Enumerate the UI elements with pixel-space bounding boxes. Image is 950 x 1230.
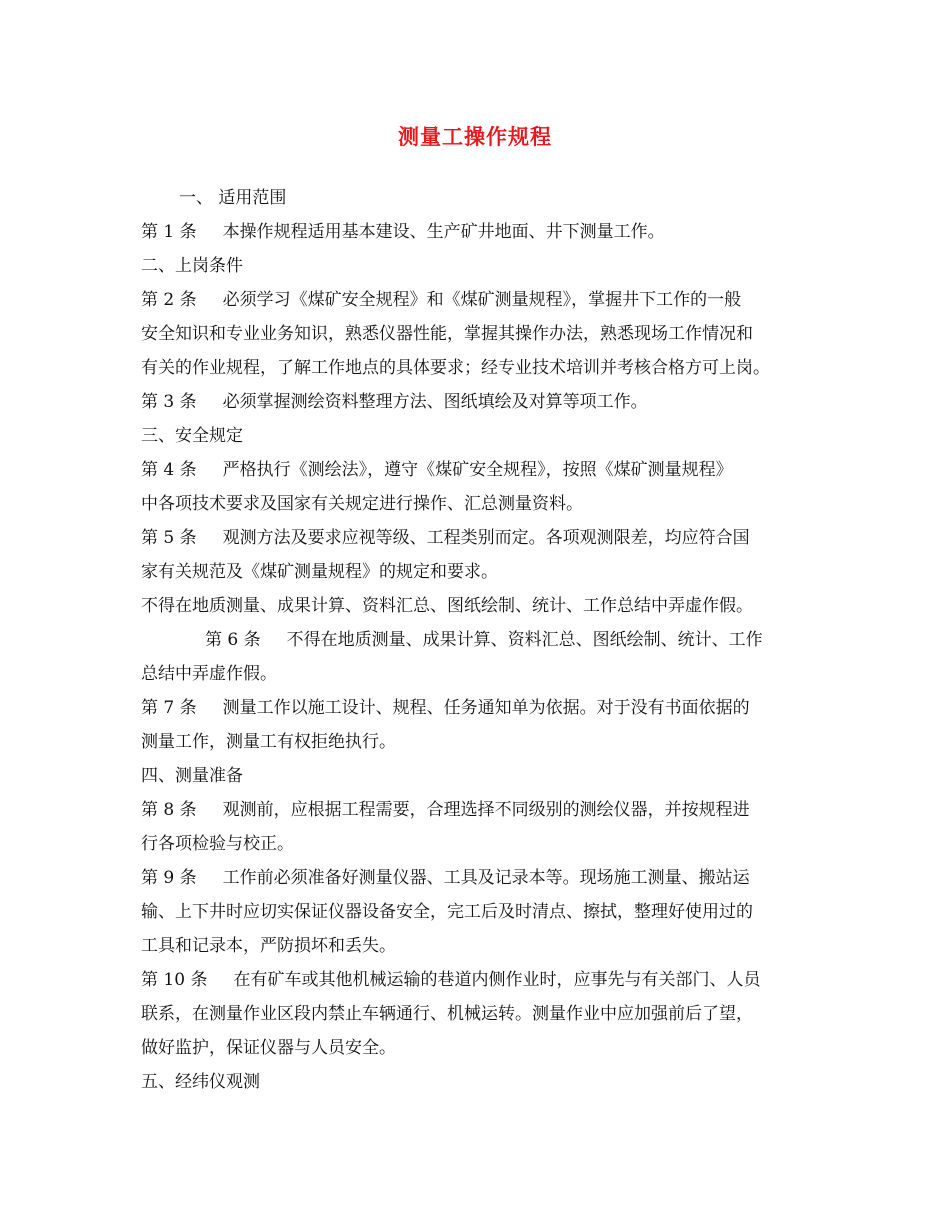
article-number: 第 7 条: [141, 698, 197, 718]
line-text: 工具和记录本，严防损坏和丢失。: [141, 936, 396, 956]
section-heading-scope: [141, 181, 819, 215]
article-number: 第 3 条: [141, 392, 197, 412]
line-text: 不得在地质测量、成果计算、资料汇总、图纸绘制、统计、工作: [286, 630, 763, 650]
line-text: 四、测量准备: [141, 766, 243, 786]
article-10: [141, 963, 819, 997]
line-text: 观测前，应根据工程需要，合理选择不同级别的测绘仪器，并按规程进: [222, 800, 750, 820]
article-number: 第 5 条: [141, 528, 197, 548]
line-text: 测量工作，测量工有权拒绝执行。: [141, 732, 396, 752]
section-heading-preparation: [141, 759, 819, 793]
line-text: 本操作规程适用基本建设、生产矿井地面、井下测量工作。: [222, 222, 665, 242]
article-5: [141, 521, 819, 555]
article-number: 第 9 条: [141, 868, 197, 888]
document-title: 测量工操作规程: [398, 124, 552, 149]
article-9-continued: [141, 929, 819, 963]
article-9: [141, 861, 819, 895]
article-4-continued: [141, 487, 819, 521]
line-text: 观测方法及要求应视等级、工程类别而定。各项观测限差，均应符合国: [222, 528, 750, 548]
article-number: 第 4 条: [141, 460, 197, 480]
line-text: 测量工作以施工设计、规程、任务通知单为依据。对于没有书面依据的: [222, 698, 750, 718]
paragraph-line: [141, 589, 819, 623]
line-text: 三、安全规定: [141, 426, 243, 446]
article-5-continued: [141, 555, 819, 589]
line-text: 安全知识和专业业务知识，熟悉仪器性能，掌握其操作办法，熟悉现场工作情况和: [141, 324, 753, 344]
article-7-continued: [141, 725, 819, 759]
article-6: [141, 623, 819, 657]
line-text: 在有矿车或其他机械运输的巷道内侧作业时，应事先与有关部门、人员: [233, 970, 761, 990]
article-10-continued: [141, 997, 819, 1031]
line-text: 五、经纬仪观测: [141, 1072, 260, 1092]
line-text: 工作前必须准备好测量仪器、工具及记录本等。现场施工测量、搬站运: [222, 868, 750, 888]
article-number: 第 10 条: [141, 970, 208, 990]
article-8-continued: [141, 827, 819, 861]
article-10-continued: [141, 1031, 819, 1065]
line-text: 不得在地质测量、成果计算、资料汇总、图纸绘制、统计、工作总结中弄虚作假。: [141, 596, 753, 616]
document-body: [141, 181, 819, 1099]
article-2-continued: [141, 351, 819, 385]
article-1: [141, 215, 819, 249]
line-text: 输、上下井时应切实保证仪器设备安全，完工后及时清点、擦拭，整理好使用过的: [141, 902, 753, 922]
line-text: 有关的作业规程，了解工作地点的具体要求；经专业技术培训并考核合格方可上岗。: [141, 358, 770, 378]
line-text: 总结中弄虚作假。: [141, 664, 277, 684]
line-text: 必须学习《煤矿安全规程》和《煤矿测量规程》，掌握井下工作的一般: [222, 290, 742, 310]
article-number: 第 2 条: [141, 290, 197, 310]
article-number: 第 1 条: [141, 222, 197, 242]
line-text: 二、上岗条件: [141, 256, 243, 276]
line-text: 联系，在测量作业区段内禁止车辆通行、机械运转。测量作业中应加强前后了望，: [141, 1004, 753, 1024]
article-number: 第 6 条: [205, 630, 261, 650]
line-text: 严格执行《测绘法》，遵守《煤矿安全规程》，按照《煤矿测量规程》: [222, 460, 733, 480]
article-2-continued: [141, 317, 819, 351]
line-text: 必须掌握测绘资料整理方法、图纸填绘及对算等项工作。: [222, 392, 648, 412]
section-heading-theodolite: [141, 1065, 819, 1099]
article-4: [141, 453, 819, 487]
section-heading-safety: [141, 419, 819, 453]
line-text: 做好监护，保证仪器与人员安全。: [141, 1038, 396, 1058]
article-2: [141, 283, 819, 317]
article-6-continued: [141, 657, 819, 691]
line-text: 家有关规范及《煤矿测量规程》的规定和要求。: [141, 562, 498, 582]
line-text: 一、 适用范围: [179, 188, 287, 208]
line-text: 行各项检验与校正。: [141, 834, 294, 854]
line-text: 中各项技术要求及国家有关规定进行操作、汇总测量资料。: [141, 494, 583, 514]
section-heading-qualifications: [141, 249, 819, 283]
article-3: [141, 385, 819, 419]
article-7: [141, 691, 819, 725]
article-9-continued: [141, 895, 819, 929]
article-number: 第 8 条: [141, 800, 197, 820]
article-8: [141, 793, 819, 827]
